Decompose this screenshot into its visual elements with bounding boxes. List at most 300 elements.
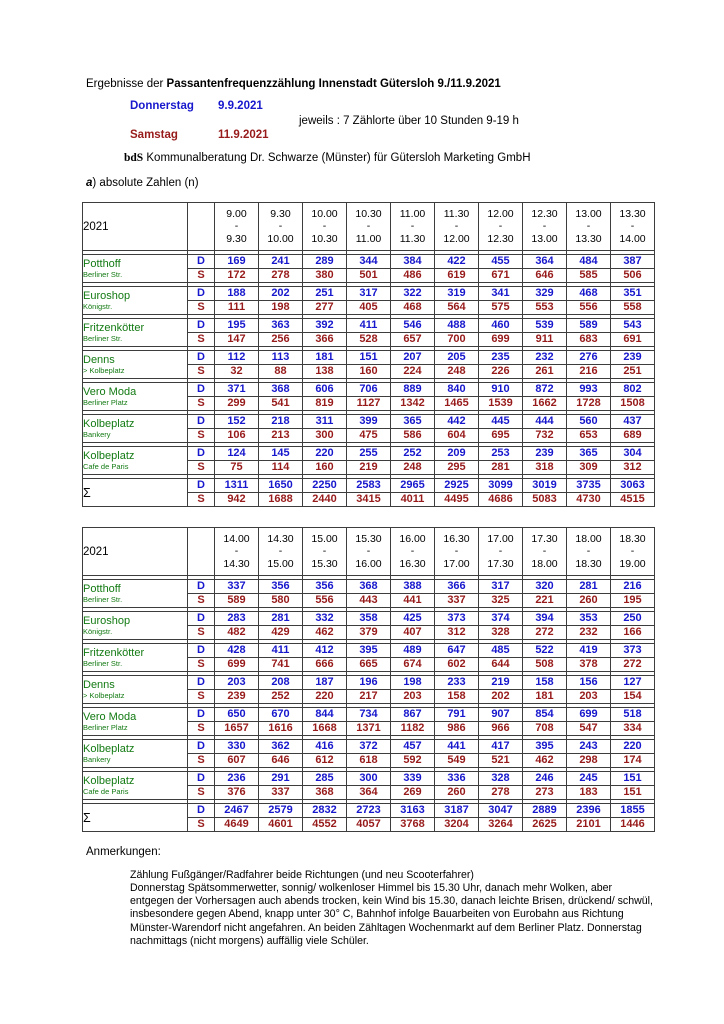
- count-cell-thursday: 699: [567, 708, 611, 722]
- saturday-label: Samstag: [130, 129, 178, 141]
- count-cell-saturday: 114: [259, 461, 303, 475]
- section-text: ) absolute Zahlen (n): [92, 177, 199, 189]
- count-cell-thursday: 560: [567, 415, 611, 429]
- count-cell-thursday: 311: [303, 415, 347, 429]
- count-cell-thursday: 445: [479, 415, 523, 429]
- count-cell-thursday: 442: [435, 415, 479, 429]
- count-cell-saturday: 3768: [391, 818, 435, 832]
- count-cell-saturday: 217: [347, 690, 391, 704]
- count-cell-thursday: 802: [611, 383, 655, 397]
- thursday-label-cell: D: [188, 612, 215, 626]
- count-cell-thursday: 253: [479, 447, 523, 461]
- count-cell-thursday: 371: [215, 383, 259, 397]
- consultant-text: Kommunalberatung Dr. Schwarze (Münster) für Gütersloh Marketing GmbH: [143, 152, 531, 164]
- count-cell-saturday: 3264: [479, 818, 523, 832]
- count-cell-saturday: 248: [391, 461, 435, 475]
- count-cell-saturday: 1662: [523, 397, 567, 411]
- location-name: Denns: [83, 679, 115, 691]
- count-cell-thursday: 460: [479, 319, 523, 333]
- count-cell-thursday: 289: [303, 255, 347, 269]
- count-cell-thursday: 124: [215, 447, 259, 461]
- count-cell-thursday: 489: [391, 644, 435, 658]
- count-cell-saturday: 468: [391, 301, 435, 315]
- count-cell-saturday: 220: [303, 690, 347, 704]
- count-cell-saturday: 986: [435, 722, 479, 736]
- location-sublabel: Bankery: [83, 430, 111, 439]
- count-cell-thursday: 291: [259, 772, 303, 786]
- saturday-label-cell: S: [188, 722, 215, 736]
- count-cell-saturday: 4057: [347, 818, 391, 832]
- count-cell-thursday: 356: [259, 580, 303, 594]
- count-cell-saturday: 586: [391, 429, 435, 443]
- notes-paragraph: Donnerstag Spätsommerwetter, sonnig/ wolkenloser Himmel bis 15.30 Uhr, danach mehr Wolken, aber entgegen der Vorhersagen auch abends trocken, kein Wind bis 15.30, danach leichte Brisen, drückend/ schwül, insbesondere gegen Abend, knapp unter 30° C, Bahnhof infolge Bauarbeiten von Eurobahn aus Richtung Münster-Warendorf nicht angefahren. An beiden Zähltagen Wochenmarkt auf dem Berliner Platz. Donnerstag nachmittags (nicht morgens) auffällig viele Schüler.: [130, 882, 653, 947]
- count-cell-thursday: 650: [215, 708, 259, 722]
- count-cell-thursday: 317: [347, 287, 391, 301]
- count-cell-saturday: 248: [435, 365, 479, 379]
- consultant-line: [124, 152, 531, 164]
- count-cell-thursday: 910: [479, 383, 523, 397]
- thursday-date: 9.9.2021: [218, 100, 263, 112]
- count-cell-thursday: 235: [479, 351, 523, 365]
- count-cell-saturday: 366: [303, 333, 347, 347]
- location-sublabel: Berliner Str.: [83, 595, 123, 604]
- thursday-label-cell: D: [188, 580, 215, 594]
- count-cell-thursday: 416: [303, 740, 347, 754]
- count-cell-thursday: 208: [259, 676, 303, 690]
- count-cell-saturday: 708: [523, 722, 567, 736]
- time-slot-header: 14.00 - 14.30: [215, 528, 259, 576]
- count-cell-saturday: 1342: [391, 397, 435, 411]
- location-name: Vero Moda: [83, 386, 137, 398]
- count-cell-thursday: 384: [391, 255, 435, 269]
- count-cell-saturday: 732: [523, 429, 567, 443]
- count-cell-thursday: 145: [259, 447, 303, 461]
- count-cell-saturday: 691: [611, 333, 655, 347]
- count-cell-thursday: 872: [523, 383, 567, 397]
- count-cell-saturday: 219: [347, 461, 391, 475]
- count-cell-saturday: 318: [523, 461, 567, 475]
- count-cell-saturday: 1508: [611, 397, 655, 411]
- count-cell-saturday: 508: [523, 658, 567, 672]
- count-cell-thursday: 2583: [347, 479, 391, 493]
- count-cell-thursday: 188: [215, 287, 259, 301]
- count-cell-thursday: 255: [347, 447, 391, 461]
- count-cell-saturday: 699: [479, 333, 523, 347]
- count-cell-saturday: 32: [215, 365, 259, 379]
- count-cell-saturday: 88: [259, 365, 303, 379]
- count-cell-saturday: 689: [611, 429, 655, 443]
- count-cell-thursday: 388: [391, 580, 435, 594]
- count-cell-thursday: 152: [215, 415, 259, 429]
- count-cell-thursday: 281: [567, 580, 611, 594]
- time-slot-header: 16.00 - 16.30: [391, 528, 435, 576]
- saturday-label-cell: S: [188, 594, 215, 608]
- count-cell-saturday: 272: [523, 626, 567, 640]
- count-cell-saturday: 2625: [523, 818, 567, 832]
- location-row-thursday: [83, 351, 655, 365]
- count-cell-thursday: 3063: [611, 479, 655, 493]
- time-slot-header: 10.00 - 10.30: [303, 203, 347, 251]
- saturday-label-cell: S: [188, 461, 215, 475]
- count-cell-saturday: 541: [259, 397, 303, 411]
- saturday-label-cell: S: [188, 754, 215, 768]
- count-cell-saturday: 221: [523, 594, 567, 608]
- count-cell-saturday: 482: [215, 626, 259, 640]
- count-cell-thursday: 485: [479, 644, 523, 658]
- count-cell-thursday: 156: [567, 676, 611, 690]
- location-cell: [83, 644, 188, 672]
- count-cell-thursday: 907: [479, 708, 523, 722]
- count-cell-saturday: 646: [523, 269, 567, 283]
- day-column-header: [188, 203, 215, 251]
- count-cell-saturday: 277: [303, 301, 347, 315]
- count-cell-saturday: 298: [567, 754, 611, 768]
- thursday-label-cell: D: [188, 415, 215, 429]
- count-cell-saturday: 1688: [259, 493, 303, 507]
- count-cell-thursday: 169: [215, 255, 259, 269]
- count-cell-saturday: 665: [347, 658, 391, 672]
- count-cell-saturday: 1182: [391, 722, 435, 736]
- count-cell-saturday: 942: [215, 493, 259, 507]
- location-sublabel: Königstr.: [83, 627, 113, 636]
- count-cell-thursday: 706: [347, 383, 391, 397]
- count-cell-thursday: 840: [435, 383, 479, 397]
- consultant-brand: bdS: [124, 152, 144, 164]
- notes-line-1: Zählung Fußgänger/Radfahrer beide Richtungen (und neu Scooterfahrer): [130, 869, 474, 881]
- count-cell-thursday: 734: [347, 708, 391, 722]
- count-cell-saturday: 4515: [611, 493, 655, 507]
- count-cell-thursday: 2889: [523, 804, 567, 818]
- time-slot-header: 12.30 - 13.00: [523, 203, 567, 251]
- location-sublabel: Berliner Str.: [83, 334, 123, 343]
- time-slot-header: 13.30 - 14.00: [611, 203, 655, 251]
- thursday-label-cell: D: [188, 287, 215, 301]
- count-cell-thursday: 411: [347, 319, 391, 333]
- count-cell-thursday: 329: [523, 287, 567, 301]
- time-slot-header: 12.00 - 12.30: [479, 203, 523, 251]
- location-sublabel: Berliner Platz: [83, 398, 128, 407]
- count-cell-thursday: 2467: [215, 804, 259, 818]
- count-cell-thursday: 392: [303, 319, 347, 333]
- count-cell-saturday: 405: [347, 301, 391, 315]
- count-cell-thursday: 364: [523, 255, 567, 269]
- count-cell-saturday: 580: [259, 594, 303, 608]
- count-cell-thursday: 362: [259, 740, 303, 754]
- saturday-label-cell: S: [188, 658, 215, 672]
- count-cell-thursday: 366: [435, 580, 479, 594]
- count-cell-thursday: 276: [567, 351, 611, 365]
- location-name: Kolbeplatz: [83, 743, 135, 755]
- location-name: Vero Moda: [83, 711, 137, 723]
- location-row-thursday: [83, 415, 655, 429]
- count-cell-saturday: 671: [479, 269, 523, 283]
- saturday-label-cell: S: [188, 269, 215, 283]
- thursday-label-cell: D: [188, 447, 215, 461]
- count-cell-thursday: 330: [215, 740, 259, 754]
- count-cell-thursday: 488: [435, 319, 479, 333]
- count-cell-saturday: 198: [259, 301, 303, 315]
- count-cell-saturday: 699: [215, 658, 259, 672]
- thursday-label-cell: D: [188, 255, 215, 269]
- count-cell-saturday: 364: [347, 786, 391, 800]
- count-cell-thursday: 1311: [215, 479, 259, 493]
- saturday-label-cell: S: [188, 626, 215, 640]
- count-cell-saturday: 337: [435, 594, 479, 608]
- count-cell-saturday: 256: [259, 333, 303, 347]
- location-row-thursday: [83, 383, 655, 397]
- count-cell-saturday: 160: [347, 365, 391, 379]
- count-cell-saturday: 195: [611, 594, 655, 608]
- count-cell-thursday: 3099: [479, 479, 523, 493]
- count-cell-thursday: 218: [259, 415, 303, 429]
- count-cell-saturday: 4552: [303, 818, 347, 832]
- count-cell-saturday: 312: [611, 461, 655, 475]
- count-cell-thursday: 457: [391, 740, 435, 754]
- thursday-label-cell: D: [188, 383, 215, 397]
- count-cell-saturday: 556: [303, 594, 347, 608]
- location-row-thursday: [83, 676, 655, 690]
- location-sublabel: Berliner Platz: [83, 723, 128, 732]
- saturday-date: 11.9.2021: [218, 129, 269, 141]
- location-row-thursday: [83, 287, 655, 301]
- count-cell-thursday: 219: [479, 676, 523, 690]
- count-cell-thursday: 344: [347, 255, 391, 269]
- location-name: Potthoff: [83, 583, 121, 595]
- sum-row-thursday: [83, 804, 655, 818]
- location-name: Kolbeplatz: [83, 418, 135, 430]
- location-name: Fritzenkötter: [83, 647, 145, 659]
- count-cell-saturday: 4011: [391, 493, 435, 507]
- location-cell: [83, 287, 188, 315]
- count-cell-saturday: 213: [259, 429, 303, 443]
- time-header-row: [83, 203, 655, 251]
- count-cell-thursday: 281: [259, 612, 303, 626]
- location-name: Fritzenkötter: [83, 322, 145, 334]
- count-cell-saturday: 380: [303, 269, 347, 283]
- count-cell-saturday: 138: [303, 365, 347, 379]
- count-cell-saturday: 172: [215, 269, 259, 283]
- count-cell-saturday: 674: [391, 658, 435, 672]
- frequency-table-afternoon: [82, 527, 655, 832]
- time-slot-header: 17.00 - 17.30: [479, 528, 523, 576]
- count-cell-thursday: 854: [523, 708, 567, 722]
- count-cell-saturday: 575: [479, 301, 523, 315]
- notes-body: [130, 869, 656, 948]
- count-cell-thursday: 241: [259, 255, 303, 269]
- day-column-header: [188, 528, 215, 576]
- count-cell-saturday: 558: [611, 301, 655, 315]
- count-cell-saturday: 966: [479, 722, 523, 736]
- count-cell-saturday: 441: [391, 594, 435, 608]
- table-year-label: 2021: [83, 203, 188, 251]
- count-cell-thursday: 3735: [567, 479, 611, 493]
- count-cell-saturday: 1657: [215, 722, 259, 736]
- count-cell-saturday: 106: [215, 429, 259, 443]
- count-cell-thursday: 2832: [303, 804, 347, 818]
- count-cell-thursday: 373: [611, 644, 655, 658]
- count-cell-saturday: 183: [567, 786, 611, 800]
- thursday-label-cell: D: [188, 676, 215, 690]
- count-cell-thursday: 606: [303, 383, 347, 397]
- location-cell: [83, 612, 188, 640]
- count-cell-thursday: 341: [479, 287, 523, 301]
- count-cell-thursday: 2965: [391, 479, 435, 493]
- thursday-label: Donnerstag: [130, 100, 194, 112]
- count-cell-thursday: 220: [303, 447, 347, 461]
- count-cell-saturday: 376: [215, 786, 259, 800]
- count-cell-saturday: 181: [523, 690, 567, 704]
- location-cell: [83, 772, 188, 800]
- count-cell-saturday: 160: [303, 461, 347, 475]
- count-cell-thursday: 2396: [567, 804, 611, 818]
- count-cell-saturday: 528: [347, 333, 391, 347]
- count-cell-saturday: 549: [435, 754, 479, 768]
- count-cell-saturday: 260: [567, 594, 611, 608]
- count-cell-saturday: 564: [435, 301, 479, 315]
- location-cell: [83, 447, 188, 475]
- count-cell-thursday: 522: [523, 644, 567, 658]
- count-cell-saturday: 368: [303, 786, 347, 800]
- count-cell-saturday: 741: [259, 658, 303, 672]
- count-cell-thursday: 441: [435, 740, 479, 754]
- count-cell-thursday: 3163: [391, 804, 435, 818]
- count-cell-saturday: 158: [435, 690, 479, 704]
- location-row-thursday: [83, 772, 655, 786]
- saturday-label-cell: S: [188, 493, 215, 507]
- count-cell-thursday: 181: [303, 351, 347, 365]
- count-cell-thursday: 419: [567, 644, 611, 658]
- count-cell-saturday: 312: [435, 626, 479, 640]
- saturday-label-cell: S: [188, 333, 215, 347]
- count-cell-thursday: 425: [391, 612, 435, 626]
- location-row-thursday: [83, 708, 655, 722]
- count-cell-saturday: 666: [303, 658, 347, 672]
- count-cell-saturday: 295: [435, 461, 479, 475]
- location-name: Euroshop: [83, 615, 131, 627]
- count-cell-thursday: 589: [567, 319, 611, 333]
- count-cell-thursday: 198: [391, 676, 435, 690]
- passenger-count-table: [82, 202, 655, 507]
- location-row-thursday: [83, 740, 655, 754]
- page-title-prefix: Ergebnisse der: [86, 78, 167, 90]
- time-slot-header: 14.30 - 15.00: [259, 528, 303, 576]
- location-name: Potthoff: [83, 258, 121, 270]
- count-cell-saturday: 443: [347, 594, 391, 608]
- count-cell-thursday: 339: [391, 772, 435, 786]
- count-cell-saturday: 174: [611, 754, 655, 768]
- location-row-thursday: [83, 255, 655, 269]
- count-cell-saturday: 328: [479, 626, 523, 640]
- count-cell-thursday: 2723: [347, 804, 391, 818]
- sum-label-cell: Σ: [83, 479, 188, 507]
- count-cell-thursday: 543: [611, 319, 655, 333]
- count-cell-saturday: 309: [567, 461, 611, 475]
- count-cell-saturday: 1616: [259, 722, 303, 736]
- count-cell-saturday: 75: [215, 461, 259, 475]
- count-cell-thursday: 151: [611, 772, 655, 786]
- thursday-label-cell: D: [188, 479, 215, 493]
- count-cell-saturday: 325: [479, 594, 523, 608]
- count-cell-thursday: 455: [479, 255, 523, 269]
- count-cell-saturday: 2101: [567, 818, 611, 832]
- location-name: Euroshop: [83, 290, 131, 302]
- location-cell: [83, 740, 188, 768]
- count-cell-thursday: 246: [523, 772, 567, 786]
- count-cell-saturday: 166: [611, 626, 655, 640]
- location-cell: [83, 383, 188, 411]
- count-cell-thursday: 518: [611, 708, 655, 722]
- count-cell-saturday: 1465: [435, 397, 479, 411]
- count-cell-saturday: 378: [567, 658, 611, 672]
- location-sublabel: Berliner Str.: [83, 270, 123, 279]
- count-info-line: jeweils : 7 Zählorte über 10 Stunden 9-19 h: [299, 115, 519, 127]
- count-cell-saturday: 607: [215, 754, 259, 768]
- thursday-label-cell: D: [188, 351, 215, 365]
- count-cell-saturday: 429: [259, 626, 303, 640]
- saturday-label-cell: S: [188, 397, 215, 411]
- location-sublabel: Bankery: [83, 755, 111, 764]
- count-cell-saturday: 4730: [567, 493, 611, 507]
- count-cell-thursday: 422: [435, 255, 479, 269]
- frequency-table-morning: [82, 202, 655, 507]
- location-sublabel: Cafe de Paris: [83, 462, 129, 471]
- count-cell-thursday: 220: [611, 740, 655, 754]
- count-cell-saturday: 269: [391, 786, 435, 800]
- notes-heading: Anmerkungen:: [86, 846, 161, 858]
- time-slot-header: 18.00 - 18.30: [567, 528, 611, 576]
- count-cell-thursday: 2579: [259, 804, 303, 818]
- location-cell: [83, 580, 188, 608]
- count-cell-thursday: 285: [303, 772, 347, 786]
- count-cell-thursday: 245: [567, 772, 611, 786]
- count-cell-saturday: 4495: [435, 493, 479, 507]
- sum-label-cell: Σ: [83, 804, 188, 832]
- count-cell-thursday: 387: [611, 255, 655, 269]
- count-cell-saturday: 819: [303, 397, 347, 411]
- count-cell-thursday: 317: [479, 580, 523, 594]
- saturday-label-cell: S: [188, 429, 215, 443]
- time-slot-header: 15.00 - 15.30: [303, 528, 347, 576]
- count-cell-saturday: 604: [435, 429, 479, 443]
- count-cell-saturday: 1371: [347, 722, 391, 736]
- sum-row-thursday: [83, 479, 655, 493]
- count-cell-thursday: 395: [523, 740, 567, 754]
- count-cell-thursday: 395: [347, 644, 391, 658]
- count-cell-saturday: 151: [611, 786, 655, 800]
- time-slot-header: 17.30 - 18.00: [523, 528, 567, 576]
- count-cell-saturday: 300: [303, 429, 347, 443]
- count-cell-thursday: 251: [303, 287, 347, 301]
- count-cell-saturday: 5083: [523, 493, 567, 507]
- count-cell-saturday: 278: [259, 269, 303, 283]
- location-sublabel: Cafe de Paris: [83, 787, 129, 796]
- count-cell-saturday: 683: [567, 333, 611, 347]
- count-cell-thursday: 207: [391, 351, 435, 365]
- count-cell-thursday: 374: [479, 612, 523, 626]
- count-cell-saturday: 251: [611, 365, 655, 379]
- count-cell-thursday: 233: [435, 676, 479, 690]
- count-cell-thursday: 113: [259, 351, 303, 365]
- count-cell-saturday: 547: [567, 722, 611, 736]
- count-cell-saturday: 506: [611, 269, 655, 283]
- page-title: [86, 78, 501, 90]
- count-cell-thursday: 539: [523, 319, 567, 333]
- time-slot-header: 9.30 - 10.00: [259, 203, 303, 251]
- location-row-thursday: [83, 319, 655, 333]
- count-cell-thursday: 300: [347, 772, 391, 786]
- count-cell-thursday: 363: [259, 319, 303, 333]
- location-cell: [83, 708, 188, 736]
